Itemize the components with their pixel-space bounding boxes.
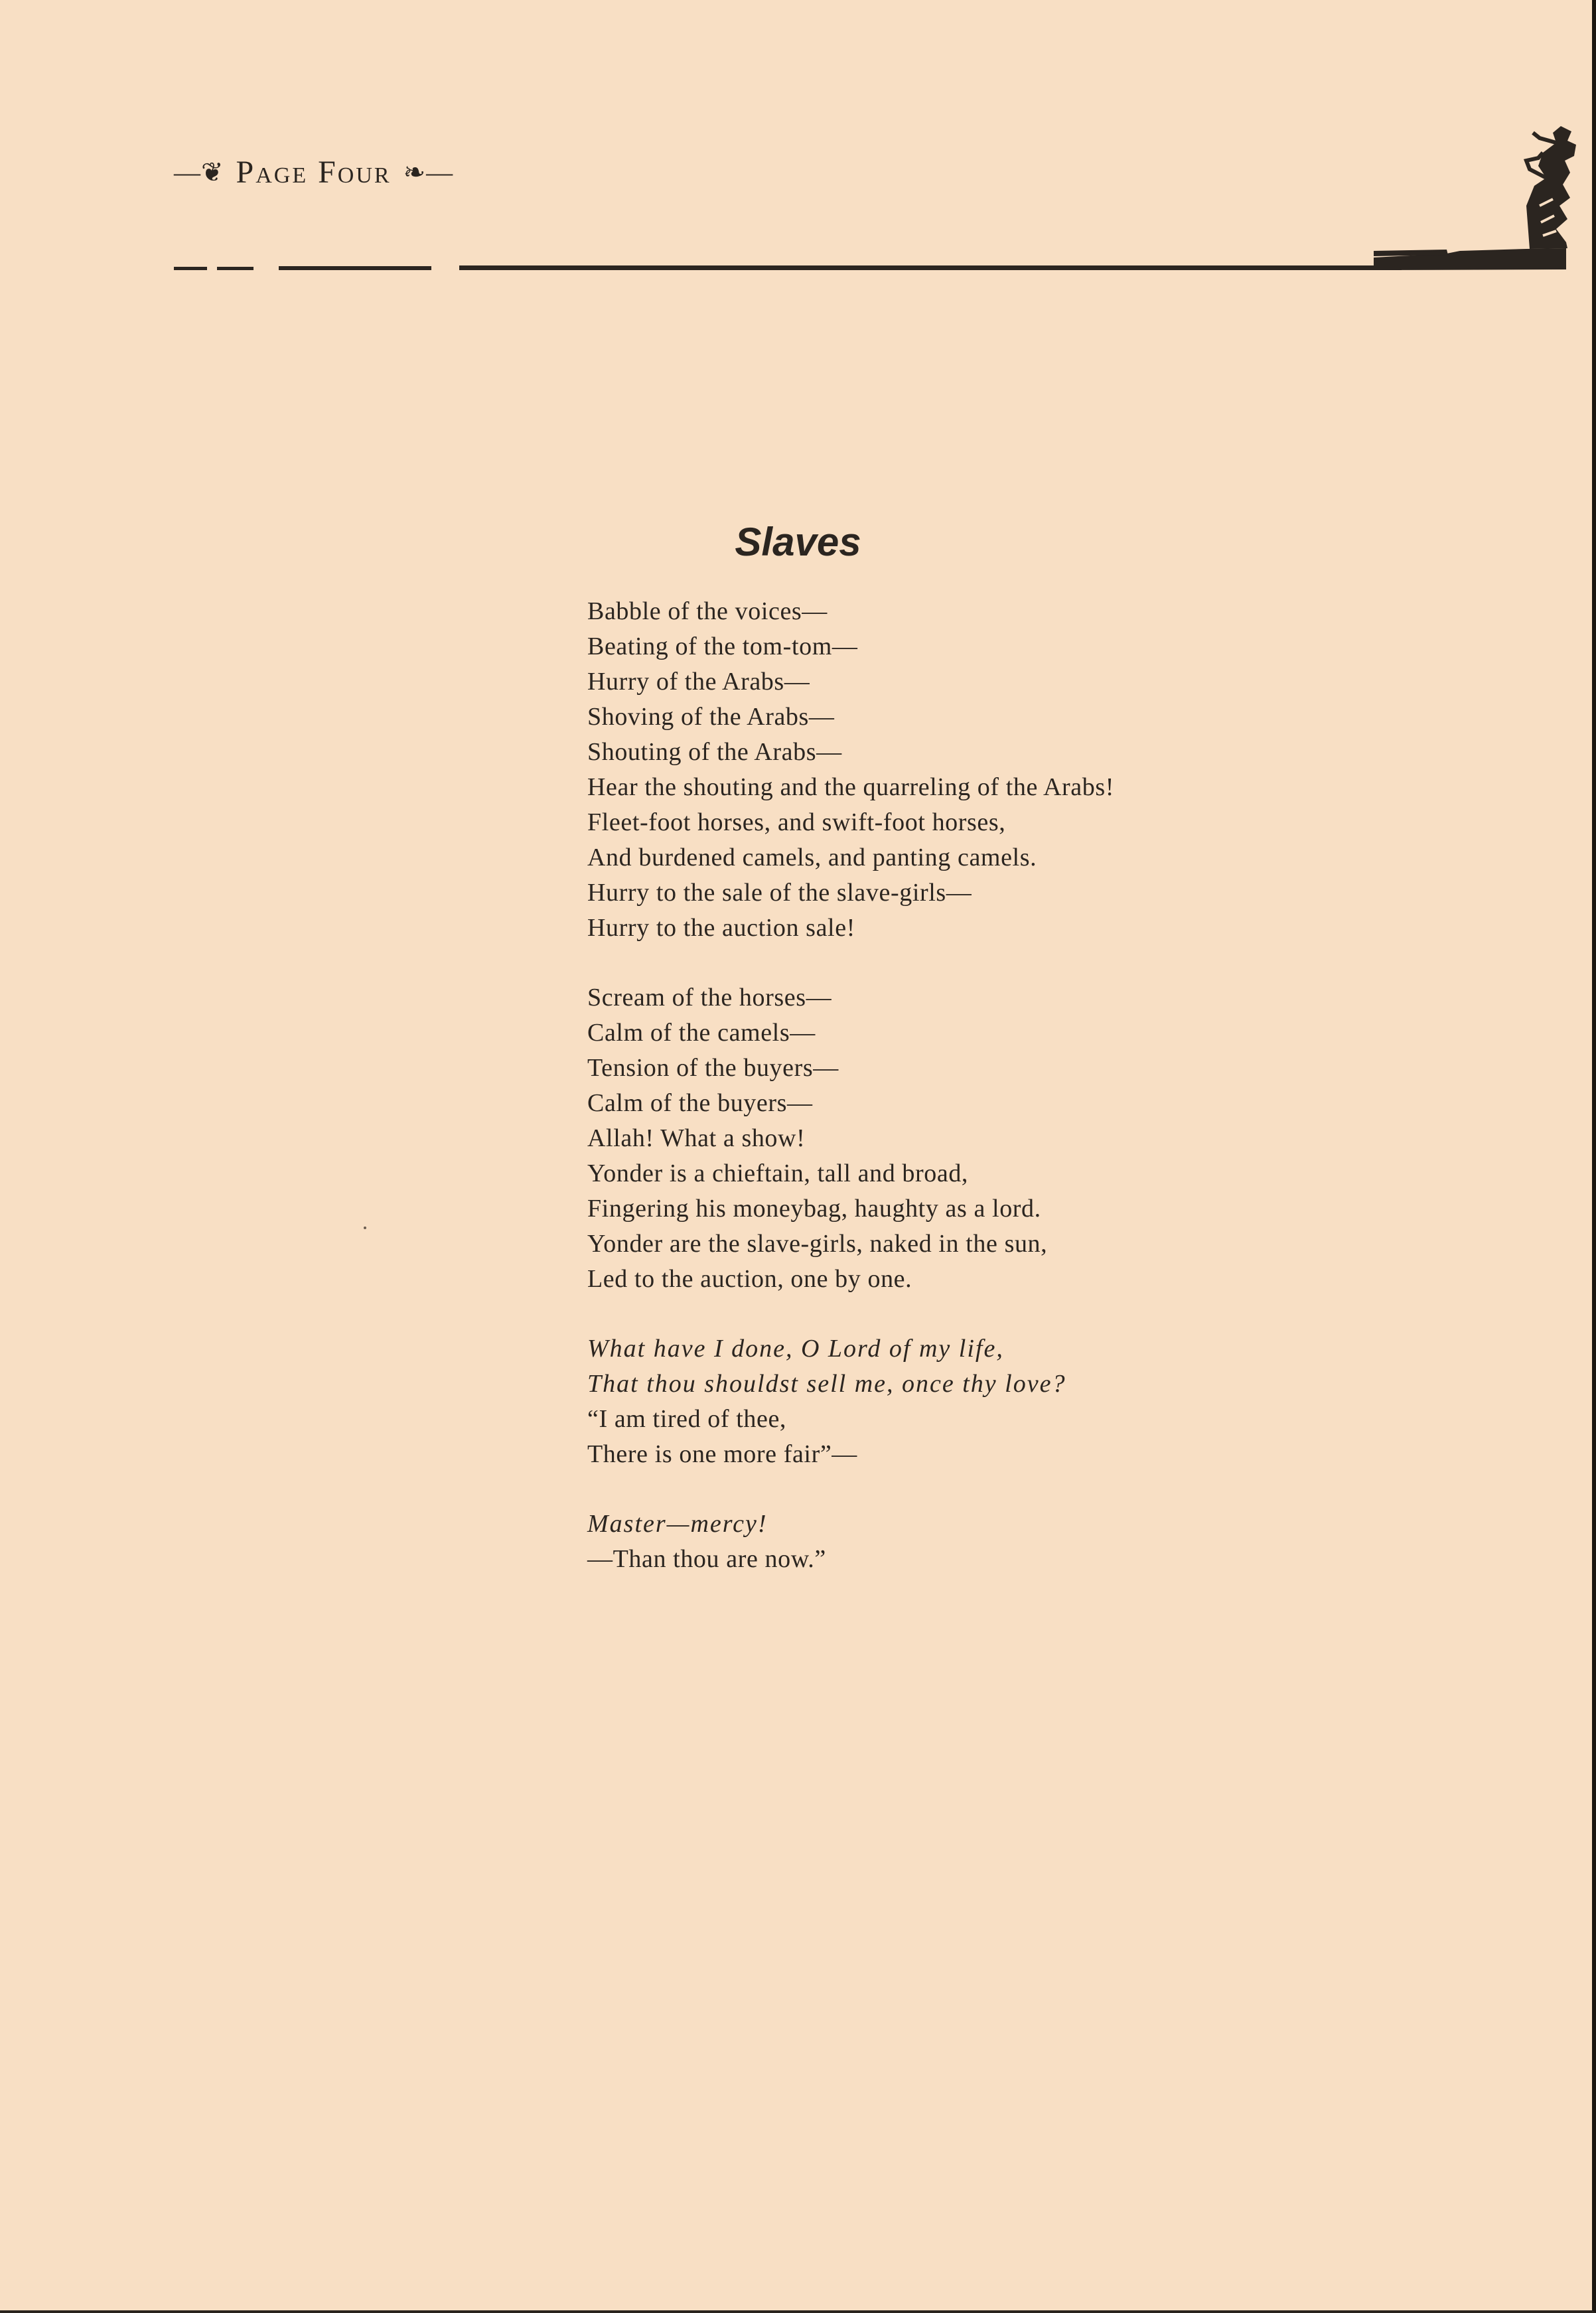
fleuron-right-icon: ❧— <box>403 157 454 187</box>
poem-line: Hurry to the auction sale! <box>587 914 855 942</box>
poem-line: Scream of the horses— <box>587 984 832 1011</box>
poem-line: —Than thou are now.” <box>587 1545 826 1573</box>
stanza-4 <box>587 1507 1516 1577</box>
fleuron-left-icon: —❦ <box>174 157 224 187</box>
stanza-1 <box>587 594 1516 946</box>
poem-line: Shoving of the Arabs— <box>587 703 835 731</box>
page-label: Page Four <box>236 155 392 190</box>
poem-line: And burdened camels, and panting camels. <box>587 844 1037 871</box>
poem-line-italic: That thou shouldst sell me, once thy love? <box>587 1370 1066 1398</box>
poem-line: Tension of the buyers— <box>587 1054 839 1082</box>
poem-line: Fleet-foot horses, and swift-foot horses, <box>587 808 1006 836</box>
stanza-3 <box>587 1331 1516 1472</box>
poem-line: Fingering his moneybag, haughty as a lord. <box>587 1195 1041 1223</box>
poem-line: Led to the auction, one by one. <box>587 1265 912 1293</box>
poem-line: Yonder is a chieftain, tall and broad, <box>587 1159 969 1187</box>
poem-line: Hurry of the Arabs— <box>587 668 810 696</box>
poem-line: Yonder are the slave-girls, naked in the sun, <box>587 1230 1048 1258</box>
poem-line: Shouting of the Arabs— <box>587 738 842 766</box>
stanza-2 <box>587 980 1516 1297</box>
poem-line: “I am tired of thee, <box>587 1405 787 1433</box>
poem-line: Beating of the tom-tom— <box>587 633 858 660</box>
poem-line-italic: Master—mercy! <box>587 1510 768 1538</box>
poem-line: Calm of the buyers— <box>587 1089 813 1117</box>
poem-body <box>587 594 1516 1611</box>
poem-line: Babble of the voices— <box>587 597 828 625</box>
poem-line: There is one more fair”— <box>587 1440 857 1468</box>
poem-line-italic: What have I done, O Lord of my life, <box>587 1335 1004 1363</box>
poem-line: Hurry to the sale of the slave-girls— <box>587 879 972 907</box>
poem-line: Hear the shouting and the quarreling of the Arabs! <box>587 773 1114 801</box>
paper-speck <box>364 1227 366 1229</box>
poem-title: Slaves <box>735 520 861 564</box>
seated-figure-rule-ornament-icon <box>0 106 1596 292</box>
poem-line: Calm of the camels— <box>587 1019 816 1047</box>
poem-line: Allah! What a show! <box>587 1124 806 1152</box>
